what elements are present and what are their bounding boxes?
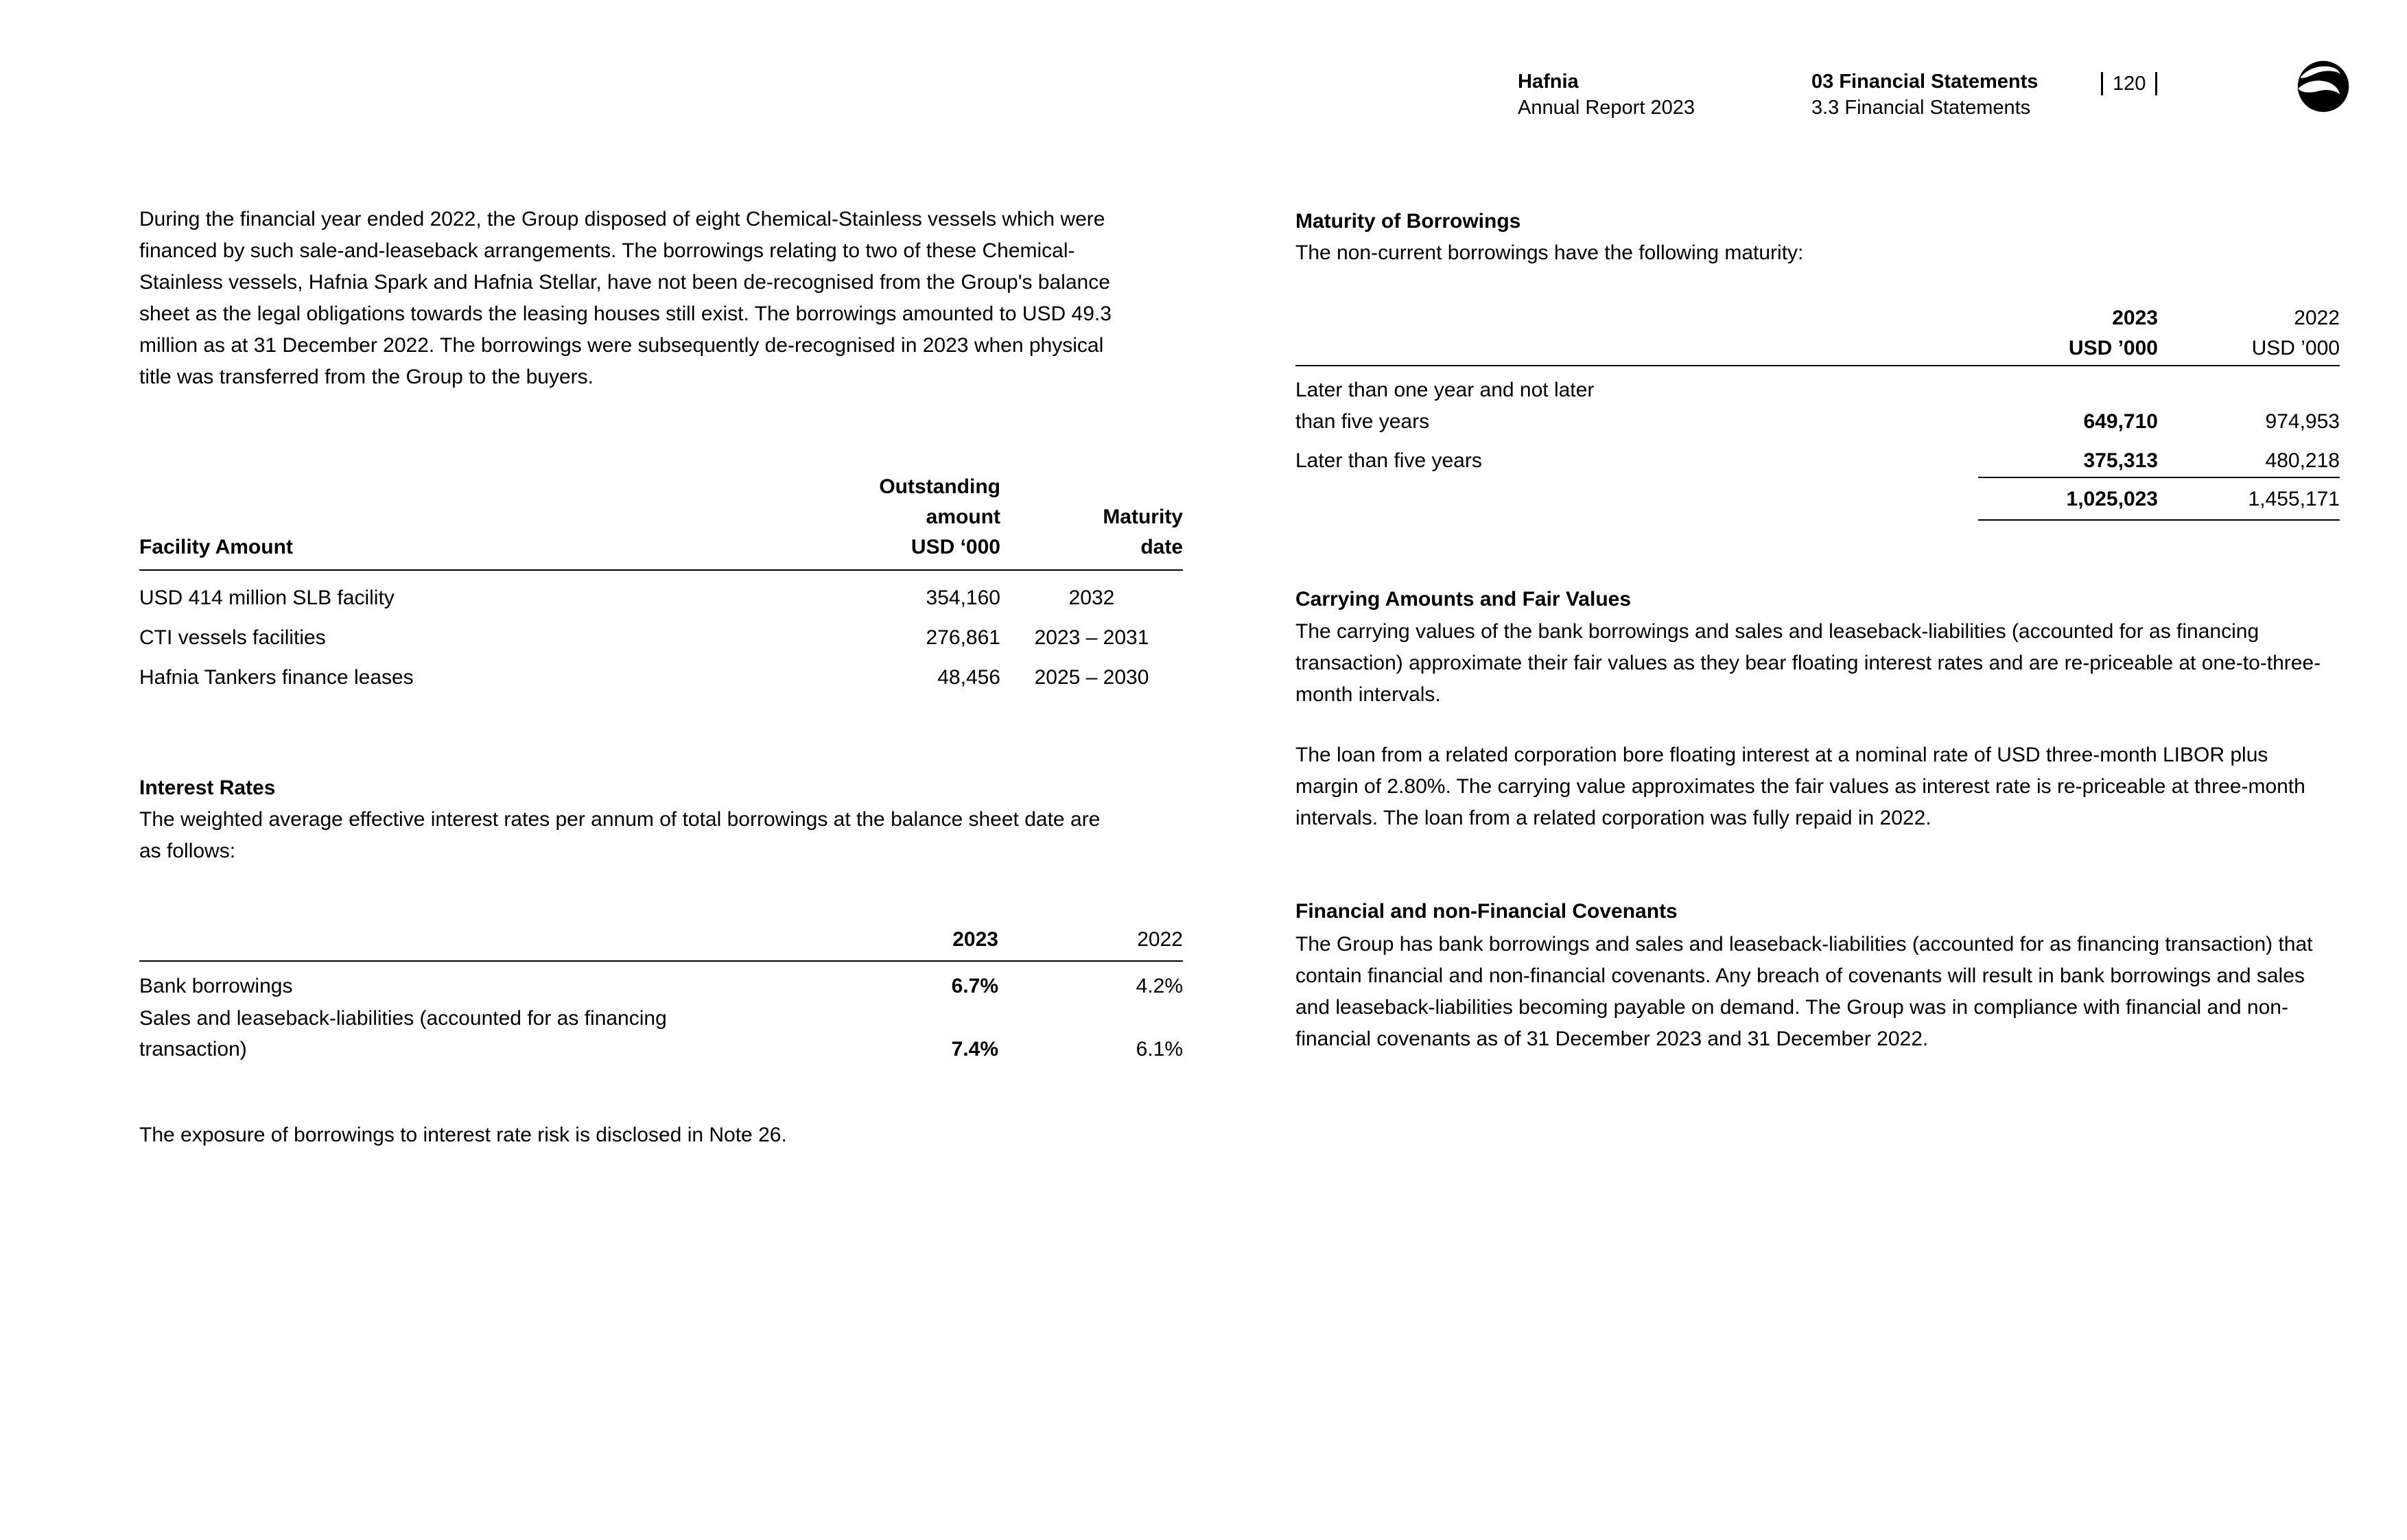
col-header-2022: 2022 [2294, 307, 2340, 329]
total-2022: 1,455,171 [2248, 488, 2340, 510]
unit-header-2023: USD ’000 [2068, 337, 2158, 359]
maturity-table [1295, 303, 2340, 521]
outstanding-amount: 354,160 [926, 587, 1000, 609]
facility-table-header [139, 472, 1183, 571]
section-title: 03 Financial Statements [1811, 71, 2039, 93]
table-row [139, 626, 1183, 650]
maturity-date: 2032 [1068, 587, 1115, 609]
facility-name: USD 414 million SLB facility [139, 587, 395, 609]
row-label: Bank borrowings [139, 975, 293, 997]
table-row [139, 586, 1183, 611]
right-column [1295, 0, 2340, 1540]
interest-rates-heading: Interest Rates [139, 777, 276, 799]
total-bottom-rule [1978, 519, 2340, 521]
maturity-of-borrowings-heading: Maturity of Borrowings [1295, 210, 1521, 233]
col-header-2023: 2023 [952, 928, 998, 951]
covenants-paragraph: The Group has bank borrowings and sales and leaseback-liabilities (accounted for as financing transaction) that contain financial and non-financial covenants. Any breach of covenants will result in bank borrowings and sales and leaseback-liabilities becoming payable on demand. The Group was in compliance with financial and non-financial covenants as of 31 December 2023 and 31 December 2022. [1295, 933, 2313, 1050]
facility-name: CTI vessels facilities [139, 626, 326, 649]
facility-col-header: Facility Amount [139, 536, 293, 558]
maturity-date: 2025 – 2030 [1034, 666, 1149, 689]
col-header-2023: 2023 [2112, 307, 2158, 329]
outstanding-amount-col-header: Outstanding amount USD ‘000 [879, 475, 1000, 558]
maturity-table-header [1295, 303, 2340, 366]
maturity-date: 2023 – 2031 [1034, 626, 1149, 649]
interest-rate-risk-note: The exposure of borrowings to interest rate risk is disclosed in Note 26. [139, 1124, 787, 1146]
rate-2022: 4.2% [1136, 975, 1183, 997]
interest-rates-table [139, 927, 1183, 1065]
table-row [139, 974, 1183, 999]
outstanding-amount: 276,861 [926, 626, 1000, 649]
disposal-paragraph: During the financial year ended 2022, the Group disposed of eight Chemical-Stainless vessels which were financed by such sale-and-leaseback arrangements. The borrowings relating to two of these Chemical-Stainless vessels, Hafnia Spark and Hafnia Stellar, have not been de-recognised from the Group's balance sheet as the legal obligations towards the leasing houses still exist. The borrowings amounted to USD 49.3 million as at 31 December 2022. The borrowings were subsequently de-recognised in 2023 when physical title was transferred from the Group to the buyers. [139, 208, 1112, 388]
table-row [1295, 375, 2340, 438]
page-number-value: 120 [2113, 72, 2146, 95]
carrying-amounts-paragraph-1: The carrying values of the bank borrowings and sales and leaseback-liabilities (accounted for as financing transaction) approximate their fair values as they bear floating interest rates and are re-priceable at one-to-three-month intervals. [1295, 620, 2321, 706]
amount-2022: 480,218 [2265, 449, 2340, 472]
carrying-amounts-heading: Carrying Amounts and Fair Values [1295, 588, 1632, 611]
total-top-rule [1978, 477, 2340, 478]
col-header-2022: 2022 [1137, 928, 1183, 951]
total-2023: 1,025,023 [2066, 488, 2158, 510]
table-row [1295, 445, 2340, 477]
interest-rates-intro: The weighted average effective interest rates per annum of total borrowings at the balance sheet date are as follows: [139, 808, 1101, 862]
rate-2023: 6.7% [951, 975, 998, 997]
amount-2022: 974,953 [2265, 410, 2340, 433]
table-row [139, 1003, 1183, 1065]
rate-2022: 6.1% [1136, 1038, 1183, 1061]
maturity-total-row [1295, 484, 2340, 515]
table-row [139, 665, 1183, 690]
row-label: Later than one year and not later than five years [1295, 379, 1595, 433]
unit-header-2022: USD ’000 [2251, 337, 2340, 359]
brand-subtitle: Annual Report 2023 [1518, 97, 1695, 119]
outstanding-amount: 48,456 [937, 666, 1000, 689]
brand-name: Hafnia [1518, 71, 1579, 93]
amount-2023: 375,313 [2083, 449, 2158, 472]
maturity-intro: The non-current borrowings have the following maturity: [1295, 241, 1804, 264]
facility-name: Hafnia Tankers finance leases [139, 666, 414, 689]
interest-rates-table-header [139, 927, 1183, 962]
maturity-date-col-header: Maturity date [1103, 506, 1183, 558]
rate-2023: 7.4% [951, 1038, 998, 1061]
row-label: Later than five years [1295, 449, 1482, 472]
covenants-heading: Financial and non-Financial Covenants [1295, 900, 1678, 923]
section-subtitle: 3.3 Financial Statements [1811, 97, 2031, 119]
left-column [139, 0, 1183, 1540]
amount-2023: 649,710 [2083, 410, 2158, 433]
row-label: Sales and leaseback-liabilities (accounted for as financing transaction) [139, 1007, 667, 1061]
carrying-amounts-paragraph-2: The loan from a related corporation bore floating interest at a nominal rate of USD three-month LIBOR plus margin of 2.80%. The carrying value approximates the fair values as interest rate is re-priceable at three-month intervals. The loan from a related corporation was fully repaid in 2022. [1295, 744, 2305, 829]
facility-amount-table [139, 472, 1183, 690]
